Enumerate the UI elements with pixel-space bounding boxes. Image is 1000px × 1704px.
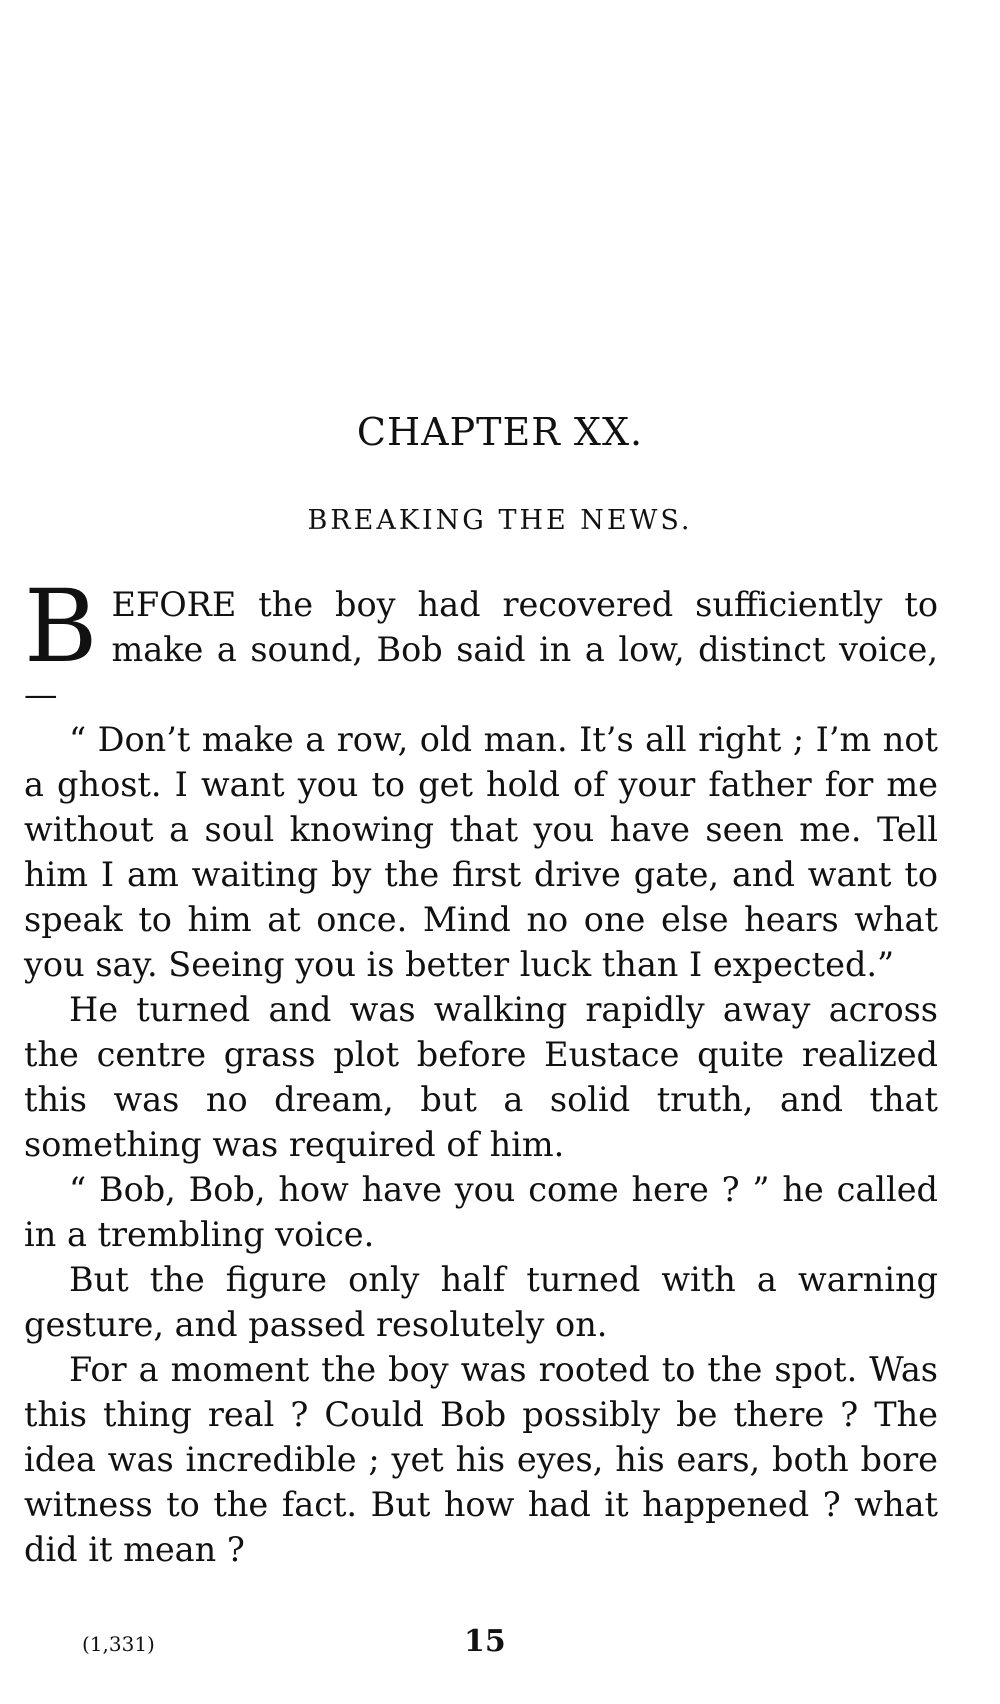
paragraph-3: He turned and was walking rapidly away across the centre grass plot before Eustace quite realized this was no dream, but a solid truth, and that something was required of him. bbox=[24, 990, 938, 1164]
chapter-title: CHAPTER XX. bbox=[356, 410, 644, 454]
paragraph-1-text: EFORE the boy had recovered sufficiently to make a sound, Bob said in a low, distinct voice,— bbox=[24, 585, 938, 714]
paragraph-1 bbox=[24, 568, 938, 717]
paragraph-4: “ Bob, Bob, how have you come here ? ” he called in a trembling voice. bbox=[24, 1170, 938, 1254]
chapter-body bbox=[24, 568, 938, 1572]
printer-signature: (1,331) bbox=[82, 1632, 155, 1656]
chapter-subtitle: BREAKING THE NEWS. bbox=[307, 505, 693, 536]
drop-cap: B bbox=[24, 568, 98, 685]
paragraph-2: “ Don’t make a row, old man. It’s all right ; I’m not a ghost. I want you to get hold of your father for me without a soul knowing that you have seen me. Tell him I am waiting by the first drive gate, and want to speak to him at once. Mind no one else hears what you say. Seeing you is better luck than I expected.” bbox=[24, 720, 938, 984]
page-number: 15 bbox=[464, 1624, 506, 1659]
paragraph-6: For a moment the boy was rooted to the spot. Was this thing real ? Could Bob possibly be there ? The idea was incredible ; yet his eyes, his ears, both bore witness to the fact. But how had it happened ? what did it mean ? bbox=[24, 1350, 938, 1569]
paragraph-5: But the figure only half turned with a warning gesture, and passed resolutely on. bbox=[24, 1260, 938, 1344]
